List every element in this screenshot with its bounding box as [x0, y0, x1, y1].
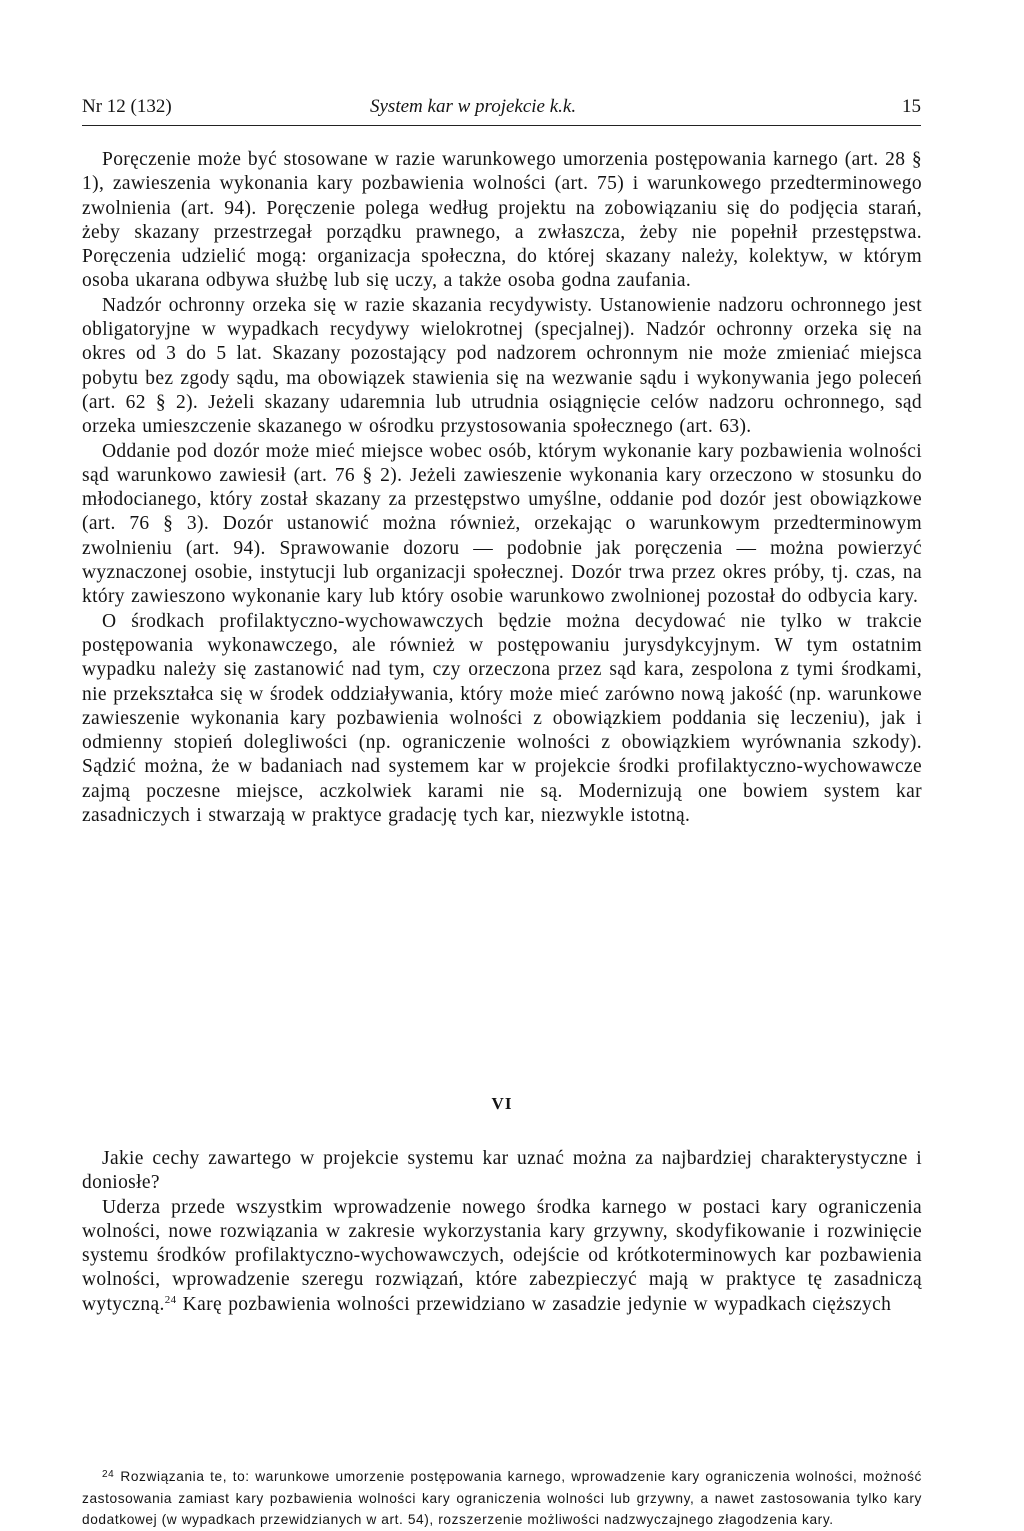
- running-title: System kar w projekcie k.k.: [370, 96, 577, 117]
- running-header: [82, 96, 921, 124]
- paragraph-uderza-text: Uderza przede wszystkim wprowadzenie nowego środka karnego w postaci kary ograniczenia wolności, nowe rozwiązania w zakresie wykorzystania kary grzywny, skodyfikowanie i rozwinięcie systemu środków profilaktyczno-wychowawczych, odejście od krótkoterminowych kar pozbawienia wolności, wprowadzenie szeregu rozwiązań, które zabezpieczyć mają w praktyce tę zasadniczą wytyczną.: [82, 1196, 922, 1315]
- section-body: [82, 1147, 922, 1317]
- footnote-number: 24: [102, 1469, 115, 1480]
- paragraph-uderza-continuation: Karę pozbawienia wolności przewidziano w zasadzie jedynie w wypadkach cięższych: [176, 1293, 892, 1315]
- paragraph-dozor: Oddanie pod dozór może mieć miejsce wobec osób, którym wykonanie kary pozbawienia wolności sąd warunkowo zawiesił (art. 76 § 2). Jeżeli zawieszenie wykonania kary orzeczono w stosunku do młodocianego, który został skazany za przestępstwo umyślne, oddanie pod dozór jest obowiązkowe (art. 76 § 3). Dozór ustanowić można również, orzekając o warunkowym przedterminowym zwolnieniu (art. 94). Sprawowanie dozoru — podobnie jak poręczenia — można powierzyć wyznaczonej osobie, instytucji lub organizacji społecznej. Dozór trwa przez okres próby, tj. czas, na który zawieszono wykonanie kary lub który osobie warunkowo zwolnionej pozostał do odbycia kary.: [82, 440, 922, 608]
- issue-number: Nr 12 (132): [82, 96, 172, 117]
- footnote-text: Rozwiązania te, to: warunkowe umorzenie postępowania karnego, wprowadzenie kary ograniczenia wolności, możność zastosowania zamiast kary pozbawienia wolności kary ograniczenia wolności lub grzywny, a nawet zastosowania tylko kary dodatkowej (w wypadkach przewidzianych w art. 54), rozszerzenie możliwości nadzwyczajnego złagodzenia kary.: [82, 1469, 922, 1527]
- paragraph-question: Jakie cechy zawartego w projekcie systemu kar uznać można za najbardziej charakterystyczne i doniosłe?: [82, 1148, 922, 1194]
- body-text: [82, 148, 922, 828]
- footnote-reference[interactable]: 24: [164, 1293, 177, 1306]
- section-heading: VI: [491, 1094, 513, 1113]
- paragraph-uderza: [82, 1196, 922, 1317]
- paragraph-nadzor-ochronny: Nadzór ochronny orzeka się w razie skazania recydywisty. Ustanowienie nadzoru ochronnego jest obligatoryjne w wypadkach recydywy wielokrotnej (specjalnej). Nadzór ochronny orzeka się na okres od 3 do 5 lat. Skazany pozostający pod nadzorem ochronnym nie może zmieniać miejsca pobytu bez zgody sądu, ma obowiązek stawienia się na wezwanie sądu i wykonywania jego poleceń (art. 62 § 2). Jeżeli skazany udaremnia lub utrudnia osiągnięcie celów nadzoru ochronnego, sąd orzeka umieszczenie skazanego w ośrodku przystosowania społecznego (art. 63).: [82, 294, 922, 438]
- header-rule: [82, 125, 921, 126]
- paragraph-srodki-profilaktyczne: O środkach profilaktyczno-wychowawczych będzie można decydować nie tylko w trakcie postępowania wykonawczego, ale również w postępowaniu jurysdykcyjnym. W tym ostatnim wypadku należy się zastanowić nad tym, czy orzeczona przez sąd kara, zespolona z tymi środkami, nie przekształca się w środek oddziaływania, który może mieć zarówno nową jakość (np. warunkowe zawieszenie wykonania kary pozbawienia wolności z obowiązkiem poddania się leczeniu), jak i odmienny stopień dolegliwości (np. ograniczenie wolności z obowiązkiem wyrównania szkody). Sądzić można, że w badaniach nad systemem kar w projekcie środki profilaktyczno-wychowawcze zajmą poczesne miejsce, aczkolwiek karami nie są. Modernizują one bowiem system kar zasadniczych i stwarzają w praktyce gradację tych kar, niezwykle istotną.: [82, 610, 922, 827]
- paragraph-poreczenie: Poręczenie może być stosowane w razie warunkowego umorzenia postępowania karnego (art. 28 § 1), zawieszenia wykonania kary pozbawienia wolności (art. 75) i warunkowego przedterminowego zwolnienia (art. 94). Poręczenie polega według projektu na zobowiązaniu się do podjęcia starań, żeby skazany przestrzegał porządku prawnego, a zwłaszcza, żeby nie popełnił przestępstwa. Poręczenia udzielić mogą: organizacja społeczna, do której skazany należy, kolektyw, w którym osoba ukarana odbywa służbę lub się uczy, a także osoba godna zaufania.: [82, 149, 922, 292]
- page-number: 15: [902, 96, 921, 117]
